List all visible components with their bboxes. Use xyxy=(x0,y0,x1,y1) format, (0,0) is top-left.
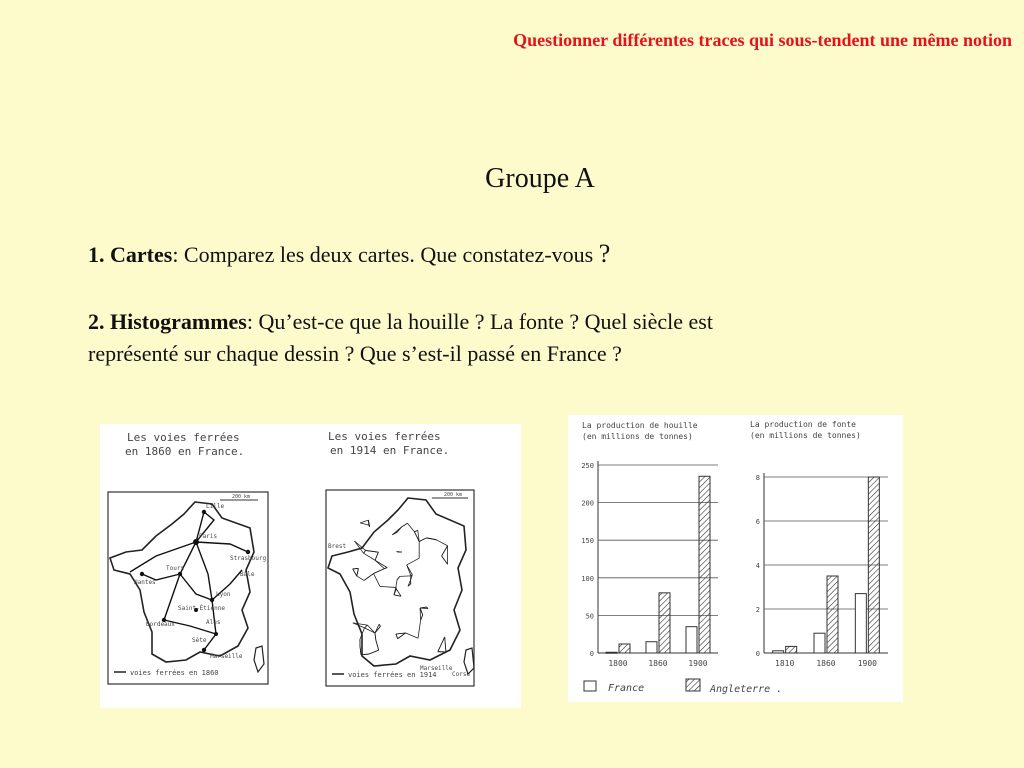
right-scale-label: 200 km xyxy=(444,492,463,498)
railway-segment xyxy=(365,628,375,633)
left-legend-label: voies ferrées en 1860 xyxy=(130,669,219,677)
railway-segment xyxy=(420,607,427,608)
right-map-title-1: Les voies ferrées xyxy=(328,430,441,443)
railway-segment xyxy=(357,576,364,580)
legend-angleterre-label: Angleterre . xyxy=(710,684,783,695)
bar-angleterre xyxy=(619,644,630,653)
city-ales: Alès xyxy=(206,619,221,626)
railway-segment xyxy=(442,556,448,564)
y-tick-label: 4 xyxy=(755,562,760,570)
railway-segment xyxy=(360,646,361,655)
legend-angleterre-swatch xyxy=(686,679,700,691)
city-brest: Brest xyxy=(328,543,347,550)
y-tick-label: 250 xyxy=(581,462,594,470)
left-corsica xyxy=(254,646,264,672)
city-saint-etienne: Saint-Étienne xyxy=(178,605,225,612)
city-lyon: Lyon xyxy=(216,591,231,598)
right-map-title-2: en 1914 en France. xyxy=(330,444,450,457)
railway-segment xyxy=(364,553,375,560)
city-lille: Lille xyxy=(206,503,225,510)
legend-france-swatch xyxy=(584,681,596,691)
railway-maps-figure xyxy=(100,424,521,708)
left-map-frame xyxy=(108,492,268,684)
iron-chart-subtitle: (en millions de tonnes) xyxy=(750,431,861,440)
histograms-svg xyxy=(568,415,903,702)
railway-segment xyxy=(360,523,369,525)
left-city-dots xyxy=(140,510,250,652)
x-tick-label: 1860 xyxy=(816,659,836,668)
railway-segment xyxy=(436,540,447,546)
y-tick-label: 6 xyxy=(755,518,760,526)
y-tick-label: 0 xyxy=(755,650,760,658)
y-tick-label: 8 xyxy=(755,474,760,482)
bar-france xyxy=(814,633,825,653)
left-map-title-1: Les voies ferrées xyxy=(127,431,240,444)
coal-chart-title: La production de houille xyxy=(582,421,698,430)
y-tick-label: 0 xyxy=(589,650,594,658)
railway-segment xyxy=(442,546,448,556)
left-map-title-2: en 1860 en France. xyxy=(125,445,245,458)
railway-segment xyxy=(414,530,417,531)
railway-segment xyxy=(396,634,398,639)
bar-angleterre xyxy=(659,593,670,653)
bar-angleterre xyxy=(827,576,838,653)
railway-segment xyxy=(445,637,446,652)
railway-segment xyxy=(364,550,366,553)
legend-france-label: France xyxy=(608,683,645,694)
x-tick-label: 1810 xyxy=(775,659,795,668)
railway-segment xyxy=(365,625,368,628)
bar-angleterre xyxy=(699,476,710,653)
question-1-text: : Comparez les deux cartes. Que constatez-vous xyxy=(172,242,594,267)
railway-segment xyxy=(375,552,378,560)
x-tick-label: 1900 xyxy=(857,659,877,668)
question-2 xyxy=(88,306,768,370)
bar-france xyxy=(606,652,617,653)
railway-segment xyxy=(353,569,357,576)
railway-segment xyxy=(364,574,373,581)
railway-segment xyxy=(375,633,376,640)
railway-segment xyxy=(366,550,379,552)
railway-segment xyxy=(380,586,396,587)
railway-segment xyxy=(421,615,423,620)
railway-segment xyxy=(374,569,385,574)
x-tick-label: 1900 xyxy=(688,659,708,668)
railway-maps-svg xyxy=(100,424,521,708)
railway-segment xyxy=(397,576,400,579)
group-title: Groupe A xyxy=(485,163,595,194)
x-tick-label: 1860 xyxy=(648,659,668,668)
city-bordeaux: Bordeaux xyxy=(146,621,175,628)
coal-chart xyxy=(581,461,718,668)
bar-france xyxy=(646,642,657,653)
railway-segment xyxy=(374,574,380,587)
city-paris: Paris xyxy=(199,533,218,540)
railway-segment xyxy=(419,538,426,542)
railway-segment xyxy=(369,650,379,654)
railway-segment xyxy=(376,640,379,650)
y-tick-label: 150 xyxy=(581,537,594,546)
railway-segment xyxy=(407,558,419,565)
question-1-mark: ? xyxy=(598,239,611,268)
railway-segment xyxy=(401,523,407,527)
railway-segment xyxy=(426,538,431,539)
railway-segment xyxy=(438,637,445,652)
railway-segment xyxy=(375,560,384,568)
x-tick-label: 1800 xyxy=(608,659,628,668)
right-legend-label: voies ferrées en 1914 xyxy=(348,671,437,679)
bar-france xyxy=(773,651,784,653)
bar-angleterre xyxy=(868,477,879,653)
city-bale: Bâle xyxy=(240,571,255,578)
railway-segment xyxy=(418,620,421,638)
city-tours: Tours xyxy=(166,565,185,572)
iron-chart-title: La production de fonte xyxy=(750,420,856,429)
city-strasbourg: Strasbourg xyxy=(230,555,267,562)
city-nantes: Nantes xyxy=(134,579,156,586)
city-sete: Sète xyxy=(192,637,207,644)
city-corse: Corse xyxy=(452,671,471,678)
railway-segment xyxy=(400,576,411,577)
y-tick-label: 50 xyxy=(585,612,594,621)
city-marseille-1914: Marseille xyxy=(420,665,453,672)
y-tick-label: 200 xyxy=(581,499,594,508)
y-tick-label: 100 xyxy=(581,574,594,583)
question-2-text: : Qu’est-ce que la houille ? La fonte ? Quel siècle est représenté sur chaque dessin ? Que s’est-il passé en France ? xyxy=(88,309,713,366)
railway-segment xyxy=(357,568,359,576)
bar-france xyxy=(686,627,697,653)
question-2-label: 2. Histogrammes xyxy=(88,309,247,334)
railway-segment xyxy=(353,568,359,569)
bar-france xyxy=(855,594,866,653)
railway-segment xyxy=(406,633,418,638)
railway-segment xyxy=(367,625,375,633)
coal-chart-subtitle: (en millions de tonnes) xyxy=(582,432,693,441)
railway-segment xyxy=(407,523,414,531)
y-tick-label: 2 xyxy=(755,606,760,614)
histograms-figure xyxy=(568,415,903,702)
header-title: Questionner différentes traces qui sous-tendent une même notion xyxy=(513,30,1012,50)
railway-segment xyxy=(360,520,368,523)
question-1-label: 1. Cartes xyxy=(88,242,173,267)
bar-angleterre xyxy=(786,646,797,653)
railway-segment xyxy=(396,580,397,588)
city-marseille: Marseille xyxy=(210,653,243,660)
left-scale-label: 200 km xyxy=(232,494,251,500)
railway-segment xyxy=(392,527,401,535)
question-1 xyxy=(88,238,610,271)
iron-chart xyxy=(756,473,888,668)
railway-segment xyxy=(384,568,387,569)
